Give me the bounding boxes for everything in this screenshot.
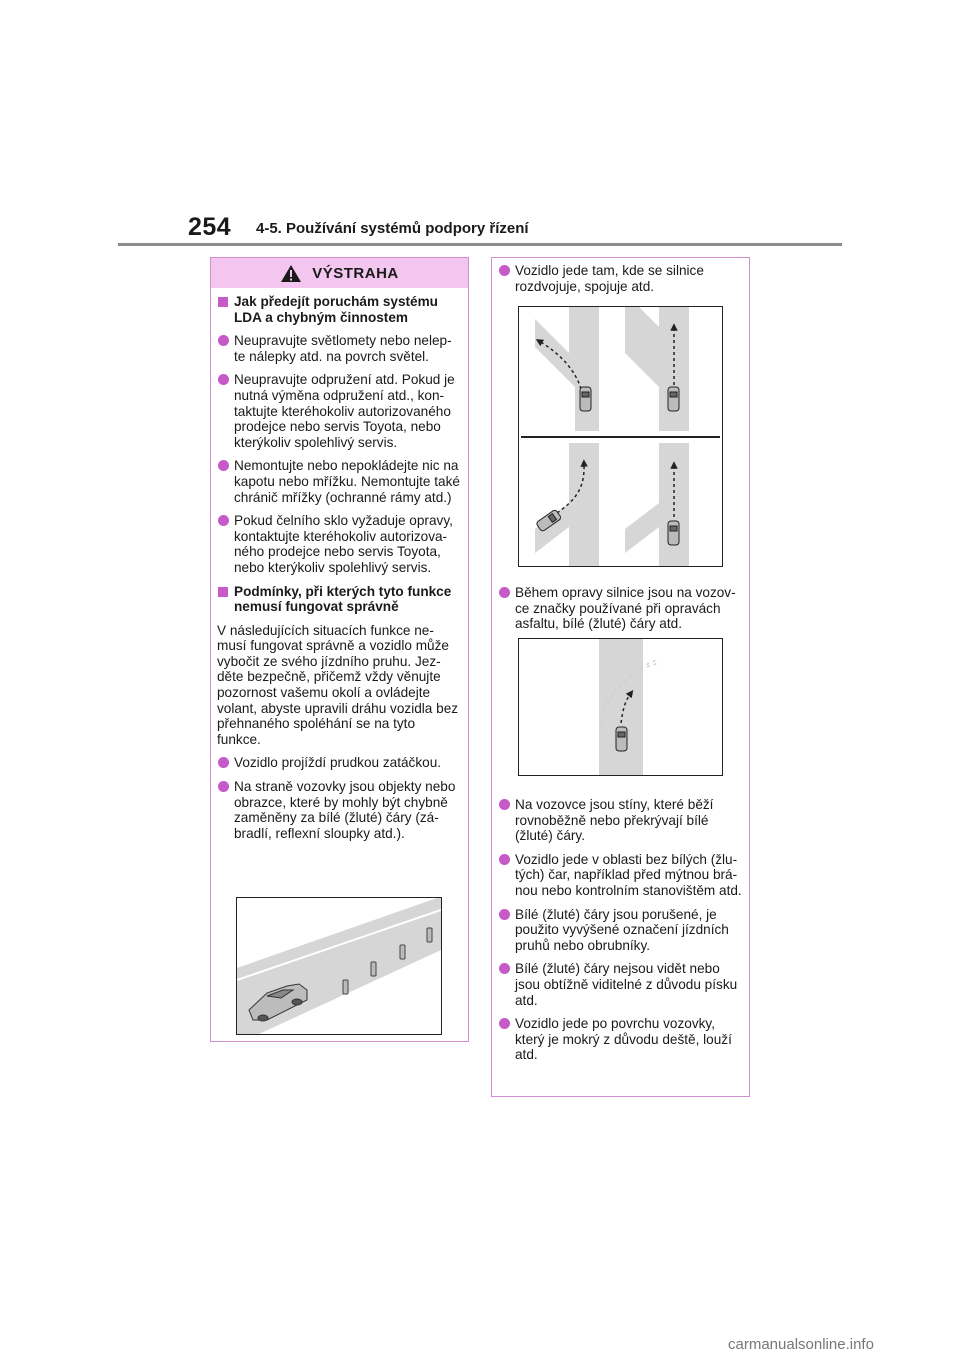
list-item: Pokud čelního sklo vyžaduje opravy, kontaktujte kteréhokoliv autorizova-ného prodejce nebo servis Toyota, nebo kterýkoliv spolehlivý servis. xyxy=(217,513,462,575)
list-item: Na vozovce jsou stíny, které běží rovnoběžně nebo překrývají bílé (žluté) čáry. xyxy=(498,797,743,844)
list-item: Neupravujte odpružení atd. Pokud je nutná výměna odpružení atd., kon-taktujte kteréhokoliv autorizovaného prodejce nebo servis Toyota, nebo kterýkoliv spolehlivý servis. xyxy=(217,372,462,450)
list-item: Bílé (žluté) čáry nejsou vidět nebo jsou obtížně viditelné z důvodu písku atd. xyxy=(498,961,743,1008)
list-item: Na straně vozovky jsou objekty nebo obrazce, které by mohly být chybně zaměněny za bílé (žluté) čáry (zá-bradlí, reflexní sloupky atd.). xyxy=(217,779,462,841)
list-item: Vozidlo jede v oblasti bez bílých (žlu-tých) čar, například před mýtnou brá-nou nebo kontrolním stanovištěm atd. xyxy=(498,852,743,899)
header-rule xyxy=(118,243,842,246)
heading-prevent-faults: Jak předejít poruchám systému LDA a chybným činnostem xyxy=(217,294,462,325)
warning-header xyxy=(211,258,468,288)
watermark: carmanualsonline.info xyxy=(728,1336,874,1353)
road-fork-illustration xyxy=(518,306,723,567)
guardrail-illustration xyxy=(236,897,442,1035)
warning-triangle-icon xyxy=(280,264,302,283)
warning-title: VÝSTRAHA xyxy=(312,264,399,282)
list-item: Vozidlo jede tam, kde se silnice rozdvojuje, spojuje atd. xyxy=(498,263,743,294)
page-number: 254 xyxy=(188,213,232,241)
list-item: Neupravujte světlomety nebo nelep-te nálepky atd. na povrch světel. xyxy=(217,333,462,364)
section-title: 4-5. Používání systémů podpory řízení xyxy=(256,220,529,237)
list-item: Nemontujte nebo nepokládejte nic na kapotu nebo mřížku. Nemontujte také chránič mřížky (ochranné rámy atd.) xyxy=(217,458,462,505)
list-item: Vozidlo jede po povrchu vozovky, který je mokrý z důvodu deště, louží atd. xyxy=(498,1016,743,1063)
road-repair-illustration xyxy=(518,638,723,776)
list-item: Během opravy silnice jsou na vozov-ce značky používané při opravách asfaltu, bílé (žluté) čáry atd. xyxy=(498,585,743,632)
heading-conditions: Podmínky, při kterých tyto funkce nemusí fungovat správně xyxy=(217,584,462,615)
list-item: Vozidlo projíždí prudkou zatáčkou. xyxy=(217,755,462,771)
conditions-paragraph: V následujících situacích funkce ne-musí fungovat správně a vozidlo může vybočit ze svého jízdního pruhu. Jez-děte bezpečně, přičemž vždy věnujte pozornost vašemu okolí a ovládejte volant, abyste upravili dráhu vozidla bez přehnaného spoléhání se na tyto funkce. xyxy=(217,622,459,747)
list-item: Bílé (žluté) čáry jsou porušené, je použito vyvýšené označení jízdních pruhů nebo obrubníky. xyxy=(498,907,743,954)
